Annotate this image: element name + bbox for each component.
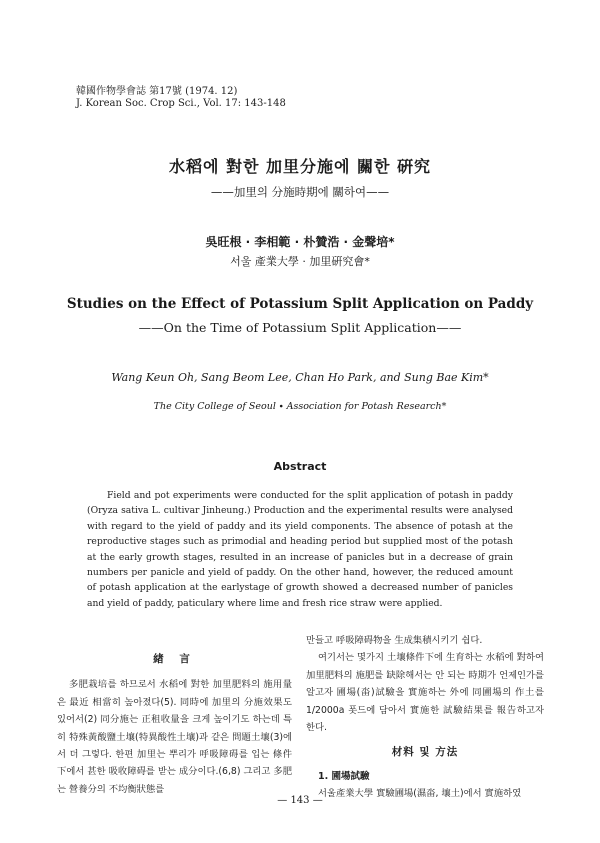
intro-paragraph-2: 여기서는 몇가지 土壤條件下에 生育하는 水稻에 對하여 加里肥料의 施肥를 缺除해서는 안 되는 時期가 언제인가를 알고자 圃場(畓)試驗을 實施하는 外에 同圃場의 作土를 1/2000a 폿드에 담아서 實施한 試驗結果를 報告하고자 한다. [306,652,544,734]
korean-title: 水稻에 對한 加里分施에 關한 硏究 [168,157,432,176]
english-title: Studies on the Effect of Potassium Split Application on Paddy [66,296,534,312]
english-subtitle: ——On the Time of Potassium Split Application—— [138,320,462,335]
right-column [306,632,544,803]
journal-english-ref: J. Korean Soc. Crop Sci., Vol. 17: 143-148 [76,98,286,109]
korean-subtitle: ——加里의 分施時期에 關하여—— [210,185,390,199]
page-number: — 143 — [277,795,323,806]
journal-korean-ref: 韓國作物學會誌 第17號 (1974. 12) [76,86,238,97]
intro-paragraph: 多肥栽培를 하므로서 水稻에 對한 加里肥料의 施用量은 最近 相當히 높아졌다(5). 同時에 加里의 分施效果도 있어서(2) 同分施는 正租收量을 크게 높이기도 하는데 특히 特殊黃酸鹽土壤(特異酸性土壤)과 같은 問題土壤(3)에서 더 그렇다. 한편 加里는 뿌리가 呼吸障碍를 입는 條件下에서 甚한 吸收障碍를 받는 成分이다.(6,8) 그리고 多肥는 營養分의 不均衡狀態를 [57,679,292,795]
intro-heading: 緖 言 [153,653,196,665]
methods-heading: 材料 및 方法 [391,746,459,759]
intro-continuation: 만들고 呼吸障碍物을 生成集積시키기 쉽다. [306,635,483,646]
journal-reference [76,86,286,110]
left-column [57,643,292,798]
abstract-text: Field and pot experiments were conducted for the split application of potash in paddy (Oryza sativa L. cultivar Jinheung.) Production and the experimental results were analysed with regard to the yield of paddy and its yield components. The absence of potash at the reproductive stages such as primodial and heading period but supplied most of the potash at the early growth stages, resulted in an increase of panicles but in a decrease of grain numbers per panicle and yield of paddy. On the other hand, however, the reduced amount of potash application at the earlystage of growth showed a decreased number of panicles and yield of paddy, paticulary where lime and fresh rice straw were applied. [87,490,513,609]
abstract-heading: Abstract [273,460,327,473]
korean-authors: 吳旺根 · 李相範 · 朴贊浩 · 金聲培* [205,235,395,249]
methods-subsection: 1. 圃場試驗 [318,770,370,782]
english-affiliation: The City College of Seoul ∙ Association for Potash Research* [153,401,447,412]
english-authors: Wang Keun Oh, Sang Beom Lee, Chan Ho Park, and Sung Bae Kim* [111,371,489,384]
korean-affiliation: 서울 產業大學 · 加里硏究會* [230,255,370,268]
methods-text: 서울產業大學 實驗圃場(濕畓, 壤土)에서 實施하였 [318,788,522,800]
